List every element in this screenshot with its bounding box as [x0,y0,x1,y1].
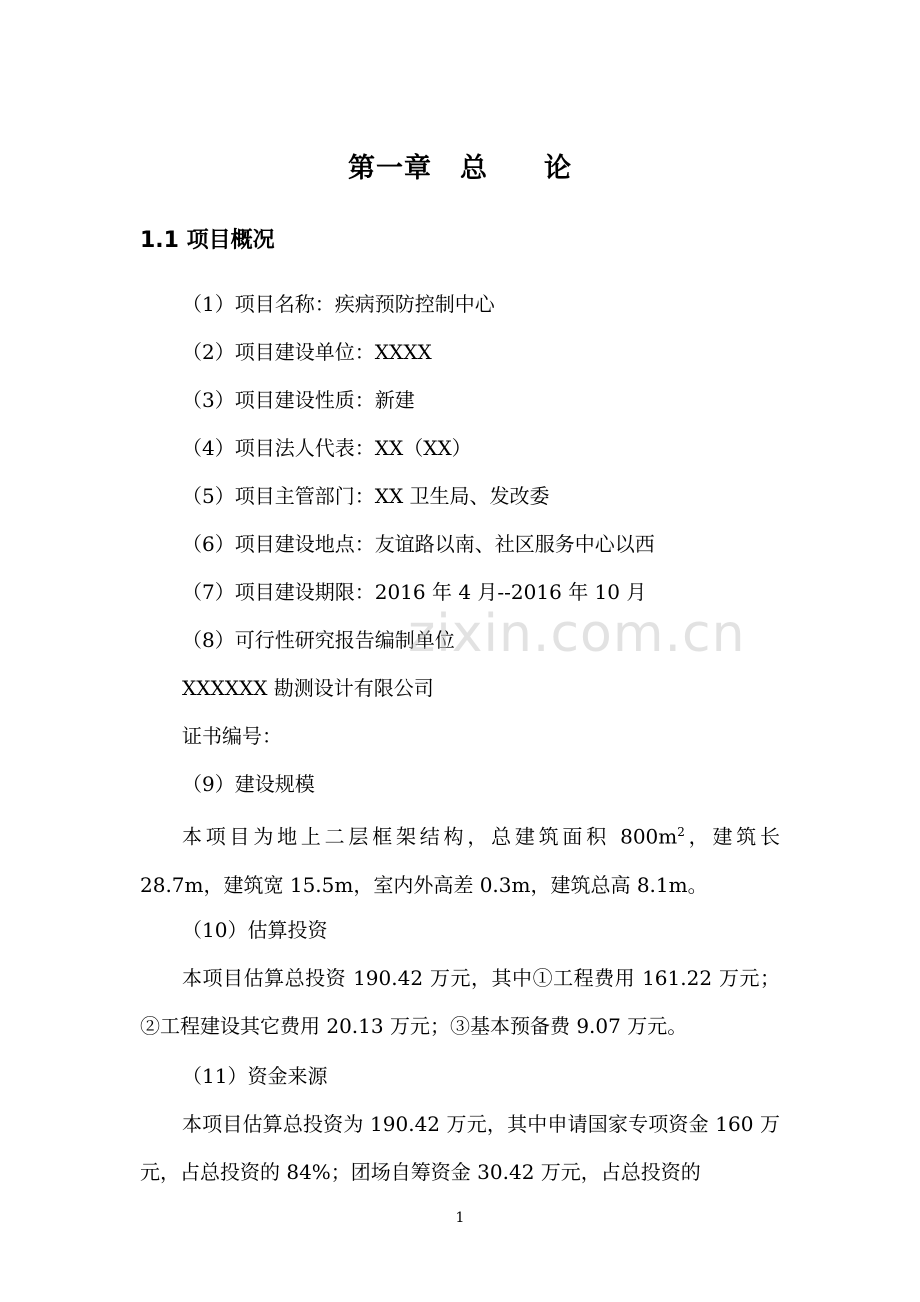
chapter-title-part2: 总 [460,153,488,184]
chapter-title-part3: 论 [544,153,572,184]
certificate-number: 证书编号： [182,724,282,748]
item-legal-representative: （4）项目法人代表：XX（XX） [182,436,472,460]
scale-paragraph: 本项目为地上二层框架结构，总建筑面积 $800m^2$，建筑长 28.7m，建筑宽 15.5m，室内外高差 0.3m，建筑总高 8.1m。 [140,824,780,897]
chapter-title [0,146,920,185]
investment-paragraph: 本项目估算总投资 190.42 万元，其中①工程费用 161.22 万元；②工程建设其它费用 20.13 万元；③基本预备费 9.07 万元。 [140,966,780,1038]
item-construction-location: （6）项目建设地点：友谊路以南、社区服务中心以西 [182,532,655,556]
item-construction-nature: （3）项目建设性质：新建 [182,388,415,412]
superscript-two: 2 [677,825,685,839]
watermark: zixin.com.cn [408,604,746,664]
item-report-unit: （8）可行性研究报告编制单位 [182,628,455,652]
page-number: 1 [455,1210,465,1226]
item-construction-period: （7）项目建设期限：2016 年 4 月--2016 年 10 月 [182,580,647,604]
item-construction-unit: （2）项目建设单位：XXXX [182,340,432,364]
chapter-title-part1: 第一章 [348,153,432,184]
funding-paragraph: 本项目估算总投资为 190.42 万元，其中申请国家专项资金 160 万元，占总投资的 84%；团场自筹资金 30.42 万元，占总投资的 [140,1112,780,1184]
item-project-name: （1）项目名称：疾病预防控制中心 [182,292,495,316]
investment-heading: （10）估算投资 [182,918,328,942]
item-construction-scale: （9）建设规模 [182,772,315,796]
report-company-name: XXXXXX 勘测设计有限公司 [182,676,434,700]
funding-heading: （11）资金来源 [182,1064,328,1088]
section-heading: 1.1 项目概况 [140,228,275,253]
item-supervising-department: （5）项目主管部门：XX 卫生局、发改委 [182,484,550,508]
